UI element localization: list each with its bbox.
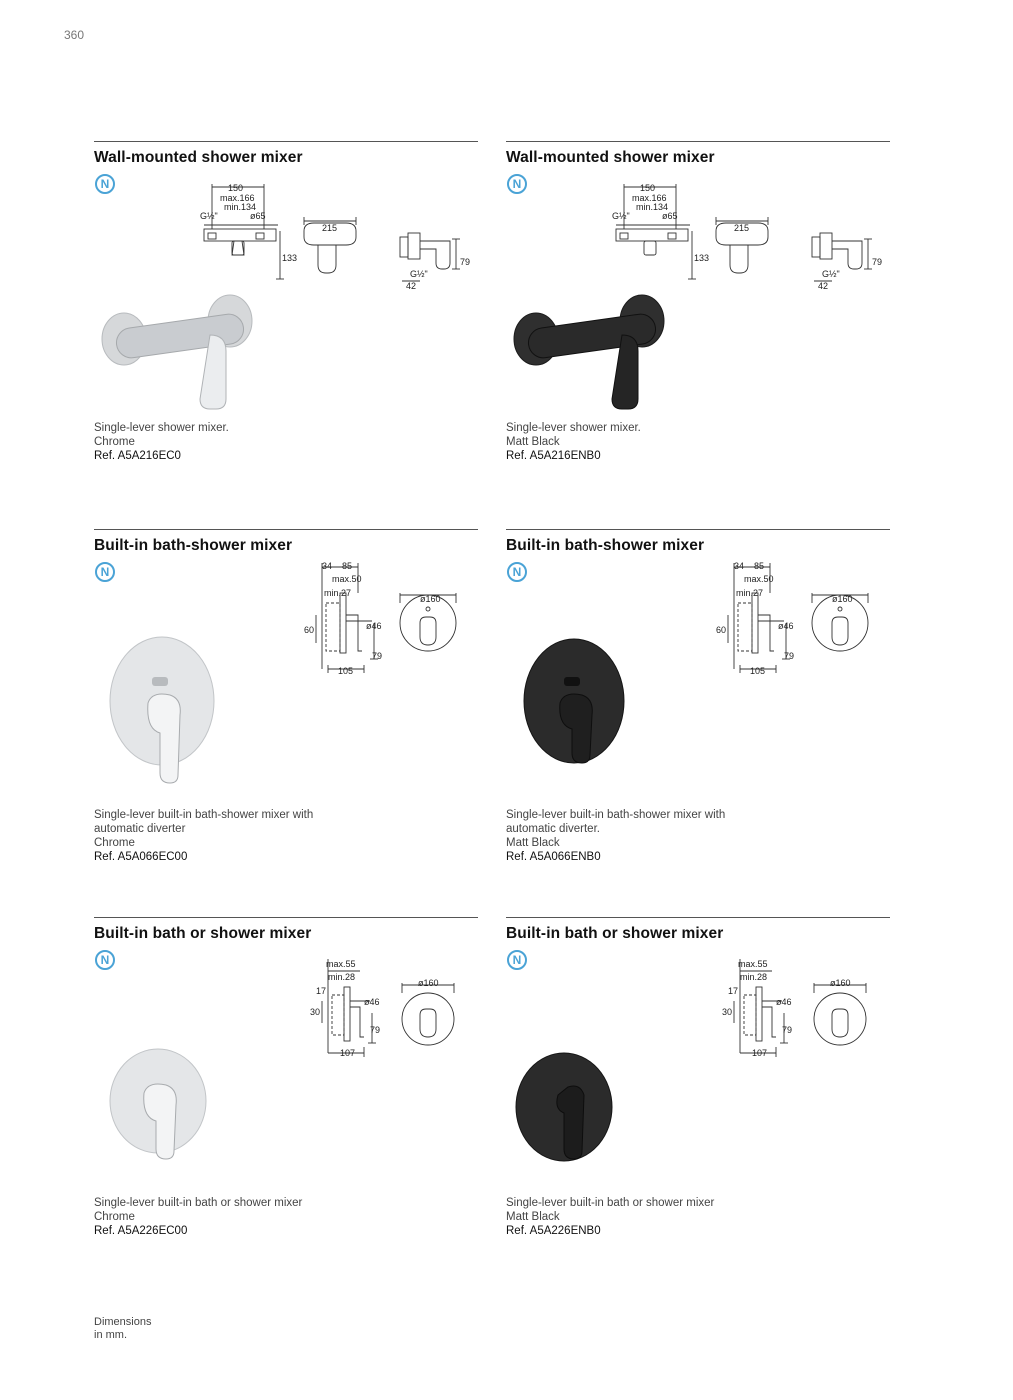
product-photo [108,629,228,789]
product-title: Built-in bath-shower mixer [94,537,293,554]
dim-label: ø65 [662,211,678,221]
dim-label: ø160 [418,978,439,988]
new-badge-icon: N [95,562,115,582]
dim-label: 30 [722,1007,733,1017]
reference-code: Ref. A5A066ENB0 [506,851,601,863]
dim-label: 79 [784,651,795,661]
reference-code: Ref. A5A066EC00 [94,851,188,863]
footnote-line: Dimensions [94,1316,152,1328]
dim-label: 34 [322,561,333,571]
dim-label: min.27 [736,588,764,598]
description-line: Single-lever built-in bath or shower mixer [506,1197,715,1209]
dim-label: 150 [228,183,244,193]
finish-label: Matt Black [506,837,560,849]
new-badge-icon: N [507,174,527,194]
dim-label: max.55 [738,959,768,969]
new-badge-icon: N [507,562,527,582]
product-title: Built-in bath or shower mixer [94,925,312,942]
product-photo [102,291,262,416]
dim-label: min.134 [636,202,669,212]
dim-label: 107 [340,1048,356,1058]
technical-drawing [194,181,484,293]
section-divider [506,141,890,142]
dim-label: 79 [370,1025,381,1035]
product-photo [108,1047,218,1167]
description-line: Single-lever built-in bath or shower mixer [94,1197,303,1209]
dim-label: ø65 [250,211,266,221]
product-built-in-bath-or-shower-black [506,917,890,1257]
section-divider [94,529,478,530]
new-badge-icon: N [95,174,115,194]
dim-label: G½" [822,269,840,279]
dim-label: max.166 [632,193,667,203]
dim-label: 79 [372,651,383,661]
dim-label: 85 [342,561,353,571]
dim-label: 215 [734,223,750,233]
technical-drawing [720,957,892,1061]
dim-label: 17 [728,986,739,996]
dim-label: max.50 [332,574,362,584]
reference-code: Ref. A5A216ENB0 [506,450,601,462]
dim-label: max.55 [326,959,356,969]
description-line: Single-lever shower mixer. [94,422,229,434]
finish-label: Matt Black [506,1211,560,1223]
dim-label: min.28 [740,972,768,982]
finish-label: Chrome [94,436,135,448]
finish-label: Chrome [94,1211,135,1223]
dim-label: ø46 [364,997,380,1007]
dim-label: 79 [872,257,883,267]
description-line: Single-lever shower mixer. [506,422,641,434]
dim-label: max.166 [220,193,255,203]
dim-label: 17 [316,986,327,996]
footnote-line: in mm. [94,1329,127,1341]
reference-code: Ref. A5A226EC00 [94,1225,188,1237]
finish-label: Chrome [94,837,135,849]
section-divider [506,529,890,530]
product-description [94,808,313,864]
description-line: automatic diverter [94,823,186,835]
dim-label: 42 [818,281,829,291]
dim-label: 133 [694,253,710,263]
product-photo [512,1047,622,1167]
product-built-in-bath-shower-black [506,529,890,869]
dim-label: 105 [338,666,354,676]
product-description [94,1196,302,1238]
dim-label: 30 [310,1007,321,1017]
product-photo [514,291,674,416]
product-description [506,421,641,463]
product-wall-mounted-black [506,141,890,481]
dimensions-footnote [94,1316,151,1342]
finish-label: Matt Black [506,436,560,448]
section-divider [506,917,890,918]
description-line: Single-lever built-in bath-shower mixer with [506,809,726,821]
dim-label: G½" [410,269,428,279]
product-description [506,1196,714,1238]
dim-label: 60 [716,625,727,635]
product-description [94,421,229,463]
product-title: Built-in bath-shower mixer [506,537,705,554]
dim-label: 42 [406,281,417,291]
dim-label: 133 [282,253,298,263]
dim-label: G½" [200,211,218,221]
technical-drawing [302,563,482,683]
dim-label: 34 [734,561,745,571]
dim-label: 215 [322,223,338,233]
reference-code: Ref. A5A216EC0 [94,450,181,462]
dim-label: max.50 [744,574,774,584]
product-description [506,808,725,864]
page-number: 360 [64,28,85,42]
product-title: Wall-mounted shower mixer [506,149,715,166]
dim-label: G½" [612,211,630,221]
dim-label: ø160 [830,978,851,988]
dim-label: 107 [752,1048,768,1058]
dim-label: ø160 [420,594,441,604]
dim-label: 85 [754,561,765,571]
new-badge-icon: N [95,950,115,970]
dim-label: 79 [460,257,471,267]
dim-label: min.27 [324,588,352,598]
technical-drawing [714,563,894,683]
dim-label: min.28 [328,972,356,982]
dim-label: 60 [304,625,315,635]
dim-label: ø46 [776,997,792,1007]
new-badge-icon: N [507,950,527,970]
section-divider [94,917,478,918]
section-divider [94,141,478,142]
product-built-in-bath-shower-chrome [94,529,478,869]
description-line: automatic diverter. [506,823,600,835]
dim-label: 79 [782,1025,793,1035]
product-title: Wall-mounted shower mixer [94,149,303,166]
product-photo [520,629,640,789]
product-built-in-bath-or-shower-chrome [94,917,478,1257]
dim-label: ø46 [778,621,794,631]
technical-drawing [606,181,896,293]
dim-label: 150 [640,183,656,193]
dim-label: min.134 [224,202,257,212]
dim-label: 105 [750,666,766,676]
technical-drawing [308,957,480,1061]
product-wall-mounted-chrome [94,141,478,481]
product-title: Built-in bath or shower mixer [506,925,724,942]
reference-code: Ref. A5A226ENB0 [506,1225,601,1237]
dim-label: ø46 [366,621,382,631]
dim-label: ø160 [832,594,853,604]
description-line: Single-lever built-in bath-shower mixer with [94,809,314,821]
